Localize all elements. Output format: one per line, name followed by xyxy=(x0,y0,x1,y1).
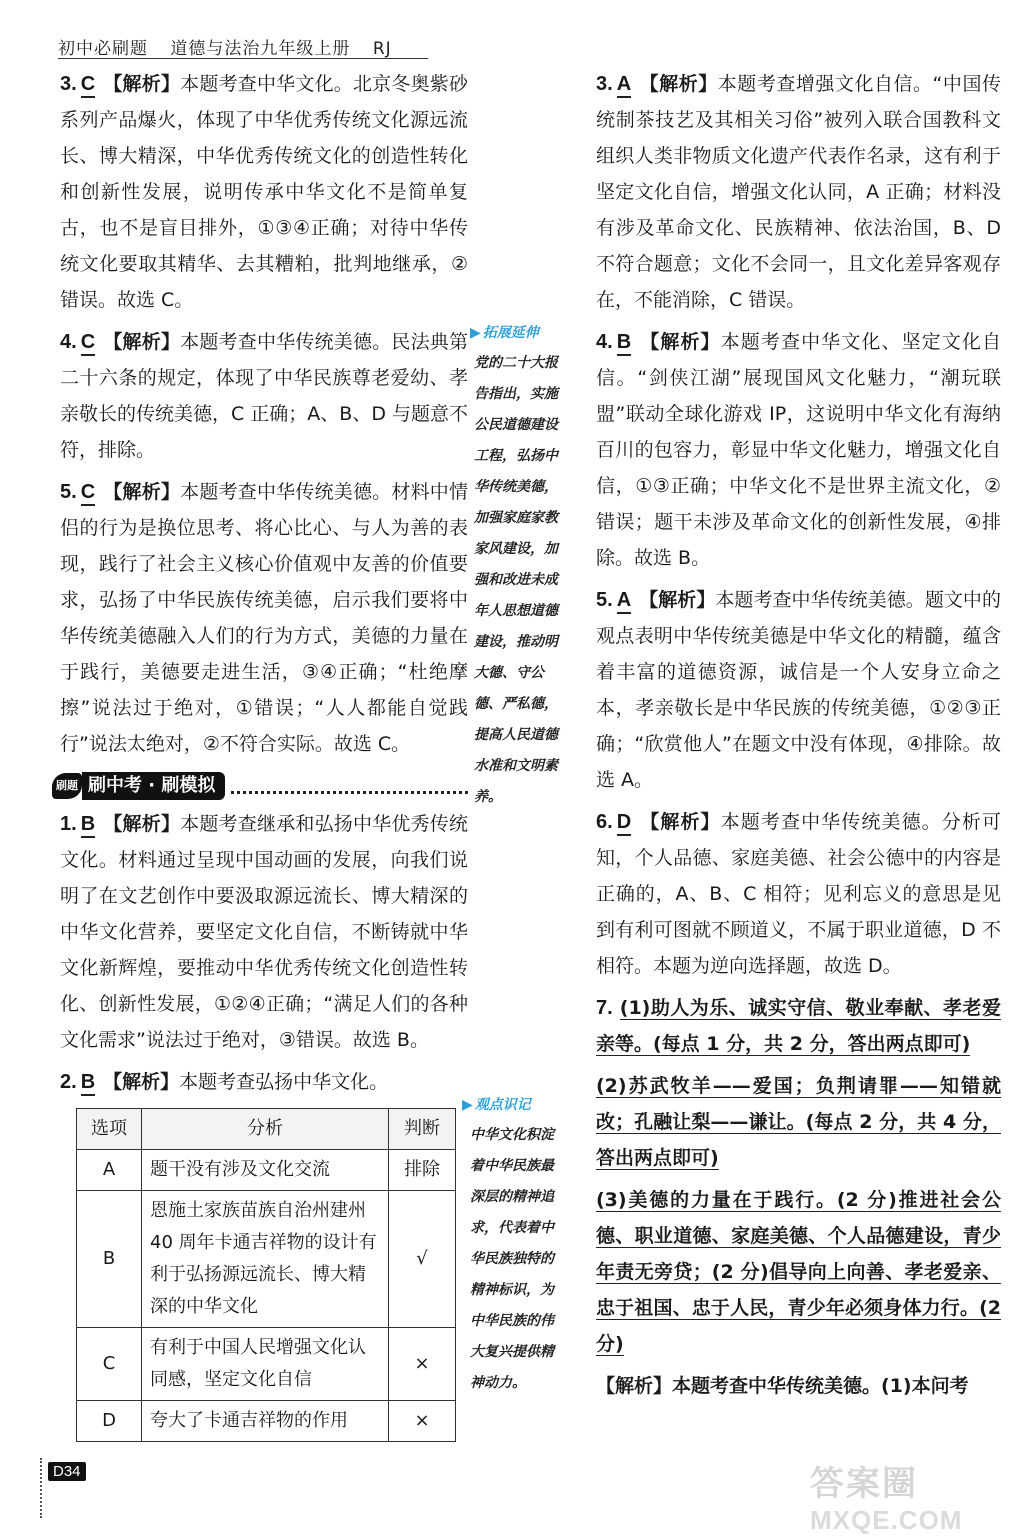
question-number: 5. xyxy=(596,589,613,611)
q7-part-3: (3)美德的力量在于践行。(2 分)推进社会公德、职业道德、家庭美德、个人品德建设，青少年责无旁贷；(2 分)倡导向上向善、孝老爱亲、忠于祖国、忠于人民，青少年必须身体力行。(2 分) xyxy=(596,1189,1001,1355)
page-header xyxy=(58,34,408,59)
answer-letter: D xyxy=(617,810,631,836)
sidenote-viewpoint-text: 中华文化积淀着中华民族最深层的精神追求，代表着中华民族独特的精神标识，为中华民族的伟大复兴提供精神动力。 xyxy=(470,1127,554,1391)
analysis-tag: 【解析】 xyxy=(639,811,721,833)
analysis-tag: 【解析】 xyxy=(103,481,181,503)
analysis-text: 本题考查中华传统美德。题文中的观点表明中华传统美德是中华文化的精髓，蕴含着丰富的道德资源，诚信是一个人安身立命之本，孝亲敬长是中华民族的传统美德，①②③正确；“欣赏他人”在题文中没有体现，④排除。故选 A。 xyxy=(596,589,1001,791)
question-number: 7. xyxy=(596,997,613,1019)
section-dotted-rule xyxy=(231,779,468,794)
analysis-text: 本题考查增强文化自信。“中国传统制茶技艺及其相关习俗”被列入联合国教科文组织人类非物质文化遗产代表作名录，这有利于坚定文化自信，增强文化认同，A 正确；材料没有涉及革命文化、民族精神、依法治国，B、D 不符合题意；文化不会同一，且文化差异客观存在，不能消除，C 错误。 xyxy=(596,73,1001,311)
answer-item-right-5 xyxy=(596,582,1001,798)
page-dotted-margin xyxy=(40,1458,42,1518)
analysis-tag: 【解析】 xyxy=(639,589,716,611)
answer-item-left-5 xyxy=(60,474,468,762)
question-number: 3. xyxy=(596,73,613,95)
watermark-url: MXQE.COM xyxy=(810,1505,963,1535)
answer-letter: B xyxy=(81,812,95,838)
answer-item-left-mock-2 xyxy=(60,1064,468,1100)
analysis-tag: 【解析】 xyxy=(639,73,718,95)
section-header xyxy=(52,772,468,800)
analysis-text: 本题考查中华文化、坚定文化自信。“剑侠江湖”展现国风文化魅力，“潮玩联盟”联动全球化游戏 IP，这说明中华文化有海纳百川的包容力，彰显中华文化魅力，增强文化自信，①③正确；中华文化不是世界主流文化，②错误；题干未涉及革命文化的创新性发展，④排除。故选 B。 xyxy=(596,331,1001,569)
analysis-text: 本题考查中华传统美德。分析可知，个人品德、家庭美德、社会公德中的内容是正确的，A、B、C 相符；见利忘义的意思是见到有利可图就不顾道义，不属于职业道德，D 不相符。本题为逆向选择题，故选 D。 xyxy=(596,811,1001,977)
table-header-analysis: 分析 xyxy=(142,1109,389,1150)
question-number: 4. xyxy=(596,331,613,353)
answer-letter: A xyxy=(617,588,631,614)
analysis-text: 本题考查中华传统美德。材料中情侣的行为是换位思考、将心比心、与人为善的表现，践行了社会主义核心价值观中友善的价值要求，弘扬了中华民族传统美德，启示我们要将中华传统美德融入人们的行为方式，美德的力量在于践行，美德要走进生活，③④正确；“杜绝摩擦”说法过于绝对，①错误；“人人都能自觉践行”说法太绝对，②不符合实际。故选 C。 xyxy=(60,481,468,755)
table-cell-analysis: 恩施土家族苗族自治州建州 40 周年卡通吉祥物的设计有利于弘扬源远流长、博大精深的中华文化 xyxy=(142,1191,389,1328)
analysis-tag: 【解析】 xyxy=(103,73,181,95)
question-number: 1. xyxy=(60,813,77,835)
table-cell-option: D xyxy=(77,1401,142,1442)
left-column xyxy=(56,66,469,1442)
pointer-arrow-icon: ▶ xyxy=(462,1097,473,1113)
answer-item-right-6 xyxy=(596,804,1001,984)
analysis-tag: 【解析】 xyxy=(103,813,181,835)
answer-letter: C xyxy=(81,330,95,356)
analysis-table xyxy=(76,1108,456,1442)
analysis-tag: 【解析】 xyxy=(103,1071,180,1093)
section-badge-icon: 刷题 xyxy=(52,773,82,799)
table-header-option: 选项 xyxy=(77,1109,142,1150)
section-title: 刷中考 · 刷模拟 xyxy=(82,772,225,800)
edition-label: RJ xyxy=(372,39,392,59)
analysis-text: 本题考查继承和弘扬中华优秀传统文化。材料通过呈现中国动画的发展，向我们说明了在文艺创作中要汲取源远流长、博大精深的中华文化营养，要坚定文化自信，不断铸就中华文化新辉煌，要推动中华优秀传统文化创造性转化、创新性发展，①②④正确；“满足人们的各种文化需求”说法过于绝对，③错误。故选 B。 xyxy=(60,813,468,1051)
question-number: 3. xyxy=(60,73,77,95)
subject-title: 道德与法治九年级上册 xyxy=(170,39,351,59)
answer-item-left-mock-1 xyxy=(60,806,468,1058)
analysis-tag: 【解析】 xyxy=(103,331,181,353)
answer-item-right-7-part3 xyxy=(596,1182,1001,1362)
watermark-logo: 答案圈 xyxy=(810,1465,918,1503)
watermark xyxy=(810,1456,1010,1535)
q7-analysis-tail: 【解析】本题考查中华传统美德。(1)本问考 xyxy=(596,1375,969,1397)
question-number: 2. xyxy=(60,1071,77,1093)
table-row xyxy=(77,1191,456,1328)
answer-letter: C xyxy=(81,72,95,98)
answer-item-left-4 xyxy=(60,324,468,468)
question-number: 5. xyxy=(60,481,77,503)
answer-letter: C xyxy=(81,480,95,506)
answer-letter: B xyxy=(81,1070,95,1096)
answer-item-right-3 xyxy=(596,66,1001,318)
q7-part-1: (1)助人为乐、诚实守信、敬业奉献、孝老爱亲等。(每点 1 分，共 2 分，答出两点即可) xyxy=(596,997,1001,1055)
answer-item-right-7 xyxy=(596,990,1001,1062)
table-row xyxy=(77,1401,456,1442)
sidenote-title-text: 观点识记 xyxy=(474,1097,531,1113)
question-number: 4. xyxy=(60,331,77,353)
question-number: 6. xyxy=(596,811,613,833)
right-column xyxy=(596,66,1001,1410)
table-cell-analysis: 有利于中国人民增强文化认同感，坚定文化自信 xyxy=(142,1328,389,1401)
page-number: D34 xyxy=(48,1462,86,1481)
table-cell-judgement: √ xyxy=(389,1191,456,1328)
answer-item-right-7-part2 xyxy=(596,1068,1001,1176)
analysis-tag: 【解析】 xyxy=(639,331,721,353)
answer-letter: B xyxy=(617,330,631,356)
pointer-arrow-icon: ▶ xyxy=(470,325,481,341)
q7-part-2: (2)苏武牧羊——爱国；负荆请罪——知错就改；孔融让梨——谦让。(每点 2 分，共 4 分，答出两点即可) xyxy=(596,1075,1001,1169)
answer-item-right-4 xyxy=(596,324,1001,576)
analysis-text: 本题考查中华传统美德。民法典第二十六条的规定，体现了中华民族尊老爱幼、孝亲敬长的传统美德，C 正确；A、B、D 与题意不符，排除。 xyxy=(60,331,469,461)
header-divider xyxy=(58,58,428,59)
table-cell-option: A xyxy=(77,1150,142,1191)
sidenote-viewpoint-title xyxy=(462,1094,531,1114)
table-cell-judgement: 排除 xyxy=(389,1150,456,1191)
table-header-row xyxy=(77,1109,456,1150)
table-cell-analysis: 题干没有涉及文化交流 xyxy=(142,1150,389,1191)
table-cell-analysis: 夸大了卡通吉祥物的作用 xyxy=(142,1401,389,1442)
analysis-text: 本题考查中华文化。北京冬奥紫砂系列产品爆火，体现了中华优秀传统文化源远流长、博大精深，中华优秀传统文化的创造性转化和创新性发展，说明传承中华文化不是简单复古，也不是盲目排外，①③④正确；对待中华传统文化要取其精华、去其糟粕，批判地继承，②错误。故选 C。 xyxy=(60,73,468,311)
sidenote-extension-text: 党的二十大报告指出，实施公民道德建设工程，弘扬中华传统美德，加强家庭家教家风建设，加强和改进未成年人思想道德建设，推动明大德、守公德、严私德，提高人民道德水准和文明素养。 xyxy=(474,355,558,805)
table-cell-judgement: × xyxy=(389,1401,456,1442)
table-cell-option: C xyxy=(77,1328,142,1401)
sidenote-title-text: 拓展延伸 xyxy=(482,325,539,341)
table-row xyxy=(77,1150,456,1191)
table-cell-option: B xyxy=(77,1191,142,1328)
analysis-text: 本题考查弘扬中华文化。 xyxy=(179,1071,389,1093)
answer-letter: A xyxy=(617,72,631,98)
table-cell-judgement: × xyxy=(389,1328,456,1401)
table-row xyxy=(77,1328,456,1401)
book-title: 初中必刷题 xyxy=(58,39,148,59)
table-header-judgement: 判断 xyxy=(389,1109,456,1150)
sidenote-extension-title xyxy=(470,322,539,342)
answer-item-left-3 xyxy=(60,66,468,318)
